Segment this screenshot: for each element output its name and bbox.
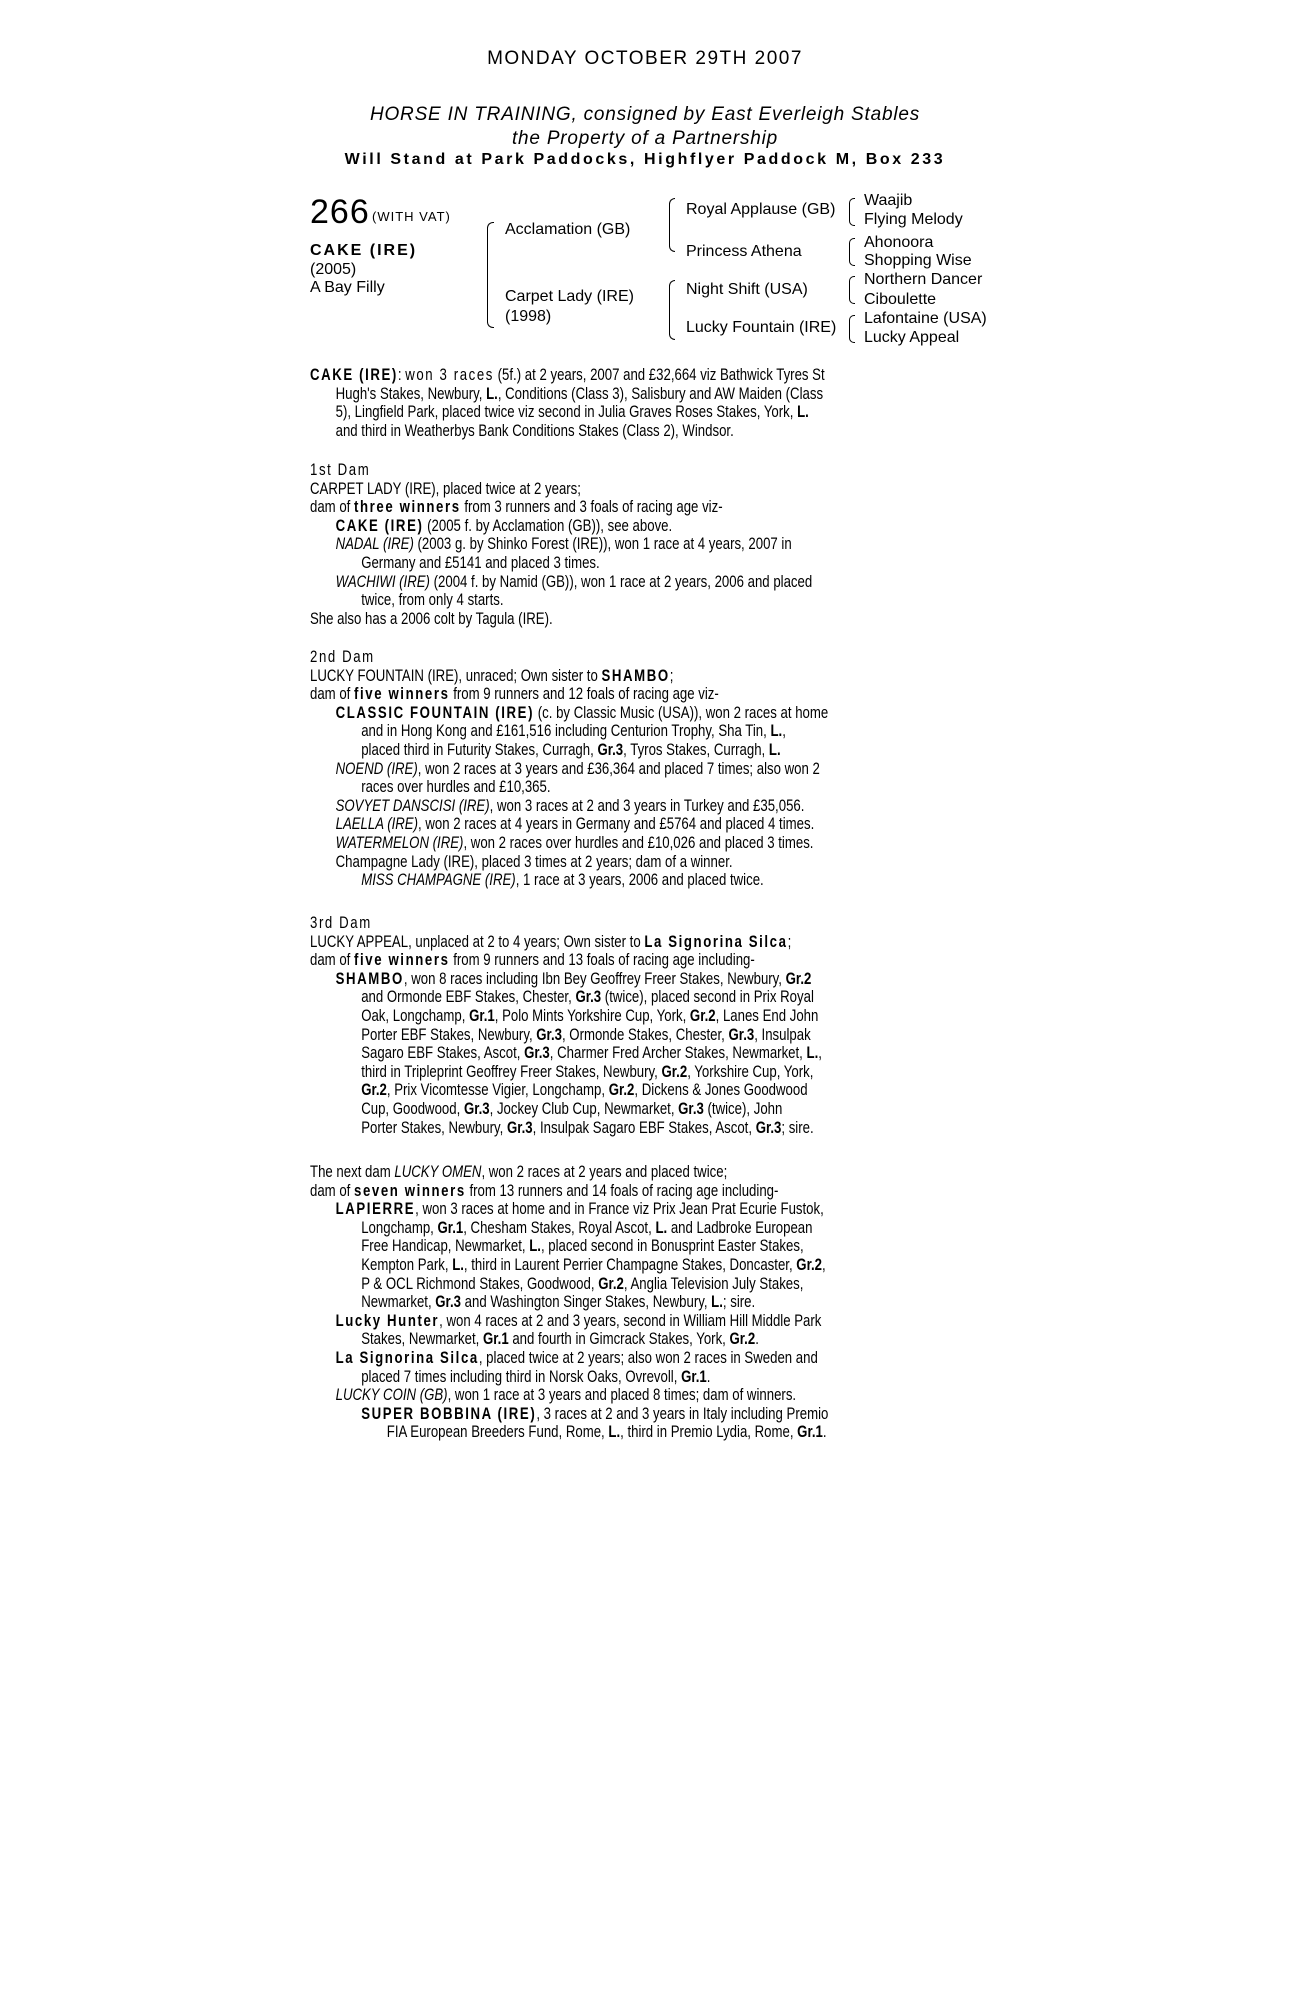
text-run: (5f.) at 2 years, 2007 and £32,664 viz Bathwick Tyres St bbox=[493, 366, 825, 384]
text-run: Sagaro EBF Stakes, Ascot, bbox=[361, 1044, 525, 1063]
text-run: dam of bbox=[310, 685, 355, 704]
text-run: , won 1 race at 3 years and placed 8 times; dam of winners. bbox=[447, 1386, 797, 1405]
text-run: Gr.2 bbox=[608, 1081, 635, 1100]
first-dam-block bbox=[310, 461, 1010, 628]
text-run: L. bbox=[711, 1293, 723, 1312]
text-line bbox=[310, 1275, 870, 1294]
text-line bbox=[310, 685, 870, 704]
text-run: placed third in Futurity Stakes, Curragh, bbox=[361, 740, 598, 759]
first-dam-lines bbox=[310, 480, 1010, 629]
lot-number: 266 bbox=[310, 193, 370, 231]
text-run: L. bbox=[655, 1218, 668, 1237]
text-run: Gr.1 bbox=[437, 1218, 464, 1237]
gen3-3: Ahonoora bbox=[864, 234, 934, 251]
text-line bbox=[310, 1368, 870, 1387]
text-run: , won 8 races including Ibn Bey Geoffrey Freer Stakes, Newbury, bbox=[403, 969, 786, 988]
text-run: seven winners bbox=[354, 1181, 466, 1200]
text-run: ; sire. bbox=[722, 1293, 756, 1312]
text-line bbox=[310, 667, 870, 686]
text-run: SUPER BOBBINA (IRE) bbox=[361, 1404, 537, 1423]
text-line bbox=[310, 1044, 870, 1063]
text-run: Gr.1 bbox=[469, 1006, 495, 1025]
text-run: and fourth in Gimcrack Stakes, York, bbox=[508, 1330, 730, 1349]
dam-sire: Night Shift (USA) bbox=[686, 281, 808, 298]
text-line bbox=[310, 933, 870, 952]
text-run: Gr.2 bbox=[689, 1006, 716, 1025]
text-run: NADAL (IRE) bbox=[335, 535, 414, 554]
dam-year: (1998) bbox=[505, 308, 552, 325]
text-run: , 3 races at 2 and 3 years in Italy including Premio bbox=[536, 1404, 829, 1423]
text-run: Gr.3 bbox=[524, 1044, 550, 1063]
text-run: Gr.2 bbox=[729, 1330, 756, 1349]
text-line bbox=[310, 722, 870, 741]
text-line bbox=[310, 366, 870, 385]
text-run: races over hurdles and £10,365. bbox=[361, 778, 551, 797]
text-run: , won 3 races at 2 and 3 years in Turkey and £35,056. bbox=[489, 796, 805, 815]
summary-block bbox=[310, 366, 1010, 440]
gen3-5: Northern Dancer bbox=[864, 271, 983, 288]
dam: Carpet Lady (IRE) bbox=[505, 288, 634, 305]
text-run: Newmarket, bbox=[361, 1293, 436, 1312]
text-run: Longchamp, bbox=[361, 1218, 438, 1237]
second-dam-lines bbox=[310, 667, 1010, 890]
text-run: 5), Lingfield Park, placed twice viz second in Julia Graves Roses Stakes, York, bbox=[335, 403, 798, 422]
text-run: , placed twice at 2 years; also won 2 races in Sweden and bbox=[478, 1348, 818, 1367]
text-run: Gr.3 bbox=[435, 1293, 461, 1312]
text-run: , won 2 races over hurdles and £10,026 and placed 3 times. bbox=[463, 833, 814, 852]
text-line bbox=[310, 1200, 870, 1219]
text-line bbox=[310, 517, 870, 536]
text-run: Champagne Lady (IRE), placed 3 times at 2 years; dam of a winner. bbox=[335, 852, 733, 871]
text-line bbox=[310, 1026, 870, 1045]
text-run: NOEND (IRE) bbox=[335, 759, 418, 778]
text-run: La Signorina Silca bbox=[335, 1348, 479, 1367]
text-run: five winners bbox=[354, 951, 450, 970]
text-run: Kempton Park, bbox=[361, 1255, 453, 1274]
text-run: Stakes, Newmarket, bbox=[361, 1330, 483, 1349]
horse-description: A Bay Filly bbox=[310, 279, 385, 296]
first-dam-heading: 1st Dam bbox=[310, 461, 371, 479]
text-run: , 1 race at 3 years, 2006 and placed twice. bbox=[515, 871, 764, 890]
text-run: L. bbox=[529, 1237, 541, 1256]
gen3-7: Lafontaine (USA) bbox=[864, 310, 987, 327]
text-line bbox=[310, 1163, 870, 1182]
pedigree-brace-g3-3 bbox=[849, 276, 855, 304]
text-line bbox=[310, 834, 870, 853]
text-run: Gr.3 bbox=[536, 1025, 562, 1044]
text-run: Gr.2 bbox=[361, 1081, 387, 1100]
text-run: L. bbox=[770, 722, 783, 741]
next-dam-lines bbox=[310, 1163, 1010, 1442]
sale-date: MONDAY OCTOBER 29TH 2007 bbox=[487, 48, 803, 69]
text-run: L. bbox=[768, 740, 781, 759]
text-line bbox=[310, 1330, 870, 1349]
text-run: LUCKY APPEAL, unplaced at 2 to 4 years; Own sister to bbox=[310, 932, 645, 951]
text-line bbox=[310, 422, 870, 441]
text-run: five winners bbox=[354, 685, 450, 704]
text-run: , Chesham Stakes, Royal Ascot, bbox=[463, 1218, 656, 1237]
text-run: , Polo Mints Yorkshire Cup, York, bbox=[494, 1006, 690, 1025]
location-line: Will Stand at Park Paddocks, Highflyer Paddock M, Box 233 bbox=[344, 151, 946, 168]
text-run: LUCKY FOUNTAIN (IRE), unraced; Own sister to bbox=[310, 666, 602, 685]
text-run: FIA European Breeders Fund, Rome, bbox=[386, 1423, 609, 1442]
text-line bbox=[310, 970, 870, 989]
text-run: CAKE (IRE) bbox=[310, 366, 398, 384]
text-line bbox=[310, 591, 870, 610]
text-line bbox=[310, 988, 870, 1007]
second-dam-heading: 2nd Dam bbox=[310, 648, 375, 666]
text-run: CAKE (IRE) bbox=[335, 516, 424, 535]
text-run: and third in Weatherbys Bank Conditions Stakes (Class 2), Windsor. bbox=[335, 421, 734, 440]
text-run: , Yorkshire Cup, York, bbox=[687, 1062, 814, 1081]
text-run: La Signorina Silca bbox=[644, 932, 788, 951]
next-dam-block bbox=[310, 1163, 1010, 1442]
text-line bbox=[310, 1081, 870, 1100]
text-run: Germany and £5141 and placed 3 times. bbox=[361, 553, 600, 572]
text-line bbox=[310, 1405, 870, 1424]
gen3-8: Lucky Appeal bbox=[864, 329, 960, 346]
text-run: (twice), John bbox=[703, 1099, 783, 1118]
gen3-6: Ciboulette bbox=[864, 291, 937, 308]
horse-year: (2005) bbox=[310, 261, 357, 278]
text-run: L. bbox=[806, 1044, 819, 1063]
text-run: dam of bbox=[310, 951, 355, 970]
horse-name: CAKE (IRE) bbox=[310, 242, 418, 259]
second-dam-block bbox=[310, 648, 1010, 890]
text-run: , Tyros Stakes, Curragh, bbox=[623, 740, 769, 759]
text-run: Gr.2 bbox=[785, 969, 812, 988]
text-run: , Lanes End John bbox=[715, 1006, 819, 1025]
text-run: Gr.3 bbox=[728, 1025, 755, 1044]
gen3-1: Waajib bbox=[864, 192, 913, 209]
text-run: , bbox=[818, 1044, 822, 1063]
text-line bbox=[310, 741, 870, 760]
text-run: , Charmer Fred Archer Stakes, Newmarket, bbox=[549, 1044, 807, 1063]
pedigree-brace-g3-1 bbox=[849, 198, 855, 226]
text-run: SOVYET DANSCISI (IRE) bbox=[335, 796, 490, 815]
text-run: , Insulpak bbox=[754, 1025, 811, 1044]
pedigree-brace-dam bbox=[669, 280, 675, 340]
summary-paragraph bbox=[310, 366, 1010, 440]
text-run: ; sire. bbox=[781, 1118, 814, 1137]
pedigree-brace-g3-4 bbox=[849, 315, 855, 343]
text-run: CARPET LADY (IRE), placed twice at 2 years; bbox=[310, 479, 581, 498]
text-line bbox=[310, 1349, 870, 1368]
vat-label: (WITH VAT) bbox=[372, 209, 451, 224]
text-run: ; bbox=[669, 666, 674, 685]
pedigree-brace-g3-2 bbox=[849, 238, 855, 266]
text-run: (2004 f. by Namid (GB)), won 1 race at 2 years, 2006 and placed bbox=[429, 572, 813, 591]
text-line bbox=[310, 610, 870, 629]
text-line bbox=[310, 871, 870, 890]
text-run: three winners bbox=[354, 498, 461, 517]
text-run: L. bbox=[486, 384, 498, 403]
text-run: She also has a 2006 colt by Tagula (IRE). bbox=[310, 609, 553, 628]
consignment-line: HORSE IN TRAINING, consigned by East Everleigh Stables bbox=[369, 104, 921, 125]
text-line bbox=[310, 573, 870, 592]
text-run: Gr.3 bbox=[463, 1099, 490, 1118]
text-line bbox=[310, 385, 870, 404]
text-run: , won 4 races at 2 and 3 years, second in William Hill Middle Park bbox=[439, 1311, 822, 1330]
text-run: WACHIWI (IRE) bbox=[335, 572, 430, 591]
text-line bbox=[310, 760, 870, 779]
text-run: , Conditions (Class 3), Salisbury and AW Maiden (Class bbox=[497, 384, 824, 403]
text-line bbox=[310, 1237, 870, 1256]
sire-sire: Royal Applause (GB) bbox=[686, 201, 836, 218]
text-line bbox=[310, 535, 870, 554]
text-run: SHAMBO bbox=[335, 969, 404, 988]
text-run: third in Tripleprint Geoffrey Freer Stakes, Newbury, bbox=[361, 1062, 662, 1081]
text-run: P & OCL Richmond Stakes, Goodwood, bbox=[361, 1274, 599, 1293]
text-run: CLASSIC FOUNTAIN (IRE) bbox=[335, 703, 535, 722]
text-run: . bbox=[706, 1367, 711, 1386]
text-run: (2003 g. by Shinko Forest (IRE)), won 1 race at 4 years, 2007 in bbox=[413, 535, 792, 554]
text-run: Porter Stakes, Newbury, bbox=[361, 1118, 507, 1137]
text-run: LAELLA (IRE) bbox=[335, 815, 419, 834]
text-run: , placed second in Bonusprint Easter Stakes, bbox=[540, 1237, 804, 1256]
text-run: Free Handicap, Newmarket, bbox=[361, 1237, 530, 1256]
text-run: dam of bbox=[310, 498, 355, 517]
text-run: from 3 runners and 3 foals of racing age viz- bbox=[460, 498, 723, 517]
text-run: , Anglia Television July Stakes, bbox=[623, 1274, 804, 1293]
text-run: L. bbox=[608, 1423, 621, 1442]
text-line bbox=[310, 1312, 870, 1331]
sire: Acclamation (GB) bbox=[505, 221, 631, 238]
text-line bbox=[310, 704, 870, 723]
text-line bbox=[310, 1256, 870, 1275]
text-run: Gr.3 bbox=[506, 1118, 533, 1137]
text-line bbox=[310, 951, 870, 970]
text-run: Gr.3 bbox=[575, 988, 602, 1007]
text-line bbox=[310, 498, 870, 517]
text-run: L. bbox=[797, 403, 809, 422]
text-line bbox=[310, 554, 870, 573]
third-dam-heading: 3rd Dam bbox=[310, 914, 372, 932]
property-line: the Property of a Partnership bbox=[511, 128, 779, 149]
text-run: won 3 races bbox=[405, 366, 494, 384]
text-run: Gr.1 bbox=[482, 1330, 509, 1349]
text-run: WATERMELON (IRE) bbox=[335, 833, 464, 852]
text-run: , bbox=[821, 1255, 826, 1274]
text-line bbox=[310, 1007, 870, 1026]
text-line bbox=[310, 1063, 870, 1082]
pedigree-brace-main bbox=[487, 222, 494, 328]
sire-dam: Princess Athena bbox=[686, 243, 802, 260]
text-line bbox=[310, 1386, 870, 1405]
text-run: twice, from only 4 starts. bbox=[361, 591, 504, 610]
text-run: , Insulpak Sagaro EBF Stakes, Ascot, bbox=[532, 1118, 756, 1137]
text-line bbox=[310, 778, 870, 797]
text-run: Lucky Hunter bbox=[335, 1311, 440, 1330]
pedigree-brace-sire bbox=[669, 198, 675, 252]
text-line bbox=[310, 1219, 870, 1238]
text-line bbox=[310, 1423, 870, 1442]
text-run: and Ladbroke European bbox=[667, 1218, 813, 1237]
text-run: Porter EBF Stakes, Newbury, bbox=[361, 1025, 537, 1044]
dam-dam: Lucky Fountain (IRE) bbox=[686, 319, 837, 336]
text-run: , Ormonde Stakes, Chester, bbox=[561, 1025, 729, 1044]
text-run: , bbox=[782, 722, 786, 741]
text-run: Gr.3 bbox=[597, 740, 624, 759]
text-line bbox=[310, 480, 870, 499]
text-line bbox=[310, 815, 870, 834]
text-run: MISS CHAMPAGNE (IRE) bbox=[361, 871, 516, 890]
text-run: (c. by Classic Music (USA)), won 2 races at home bbox=[534, 703, 829, 722]
text-run: The next dam bbox=[310, 1163, 395, 1181]
text-line bbox=[310, 853, 870, 872]
third-dam-block bbox=[310, 914, 1010, 1137]
text-run: and Ormonde EBF Stakes, Chester, bbox=[361, 988, 576, 1007]
text-run: Gr.1 bbox=[681, 1367, 707, 1386]
text-run: and Washington Singer Stakes, Newbury, bbox=[460, 1293, 712, 1312]
text-run: , third in Laurent Perrier Champagne Stakes, Doncaster, bbox=[463, 1255, 797, 1274]
text-run: from 9 runners and 13 foals of racing age including- bbox=[449, 951, 755, 970]
text-run: from 9 runners and 12 foals of racing age viz- bbox=[449, 685, 719, 704]
text-run: Cup, Goodwood, bbox=[361, 1099, 464, 1118]
text-line bbox=[310, 1293, 870, 1312]
text-run: (2005 f. by Acclamation (GB)), see above. bbox=[423, 516, 673, 535]
text-run: Oak, Longchamp, bbox=[361, 1006, 470, 1025]
gen3-4: Shopping Wise bbox=[864, 252, 972, 269]
text-run: , Prix Vicomtesse Vigier, Longchamp, bbox=[386, 1081, 609, 1100]
text-run: Gr.2 bbox=[796, 1255, 822, 1274]
gen3-2: Flying Melody bbox=[864, 211, 963, 228]
text-run: from 13 runners and 14 foals of racing age including- bbox=[465, 1181, 779, 1200]
text-run: ; bbox=[787, 932, 792, 951]
text-run: , Dickens & Jones Goodwood bbox=[634, 1081, 808, 1100]
text-line bbox=[310, 1100, 870, 1119]
text-run: Gr.2 bbox=[598, 1274, 624, 1293]
text-run: Gr.2 bbox=[661, 1062, 688, 1081]
text-run: Gr.3 bbox=[678, 1099, 704, 1118]
text-run: SHAMBO bbox=[601, 666, 670, 685]
text-run: Hugh's Stakes, Newbury, bbox=[335, 384, 487, 403]
text-run: (twice), placed second in Prix Royal bbox=[601, 988, 814, 1007]
text-run: , Jockey Club Cup, Newmarket, bbox=[489, 1099, 679, 1118]
text-run: LUCKY COIN (GB) bbox=[335, 1386, 448, 1405]
text-run: , won 2 races at 2 years and placed twice; bbox=[481, 1163, 728, 1181]
text-run: LAPIERRE bbox=[335, 1200, 416, 1219]
text-run: , won 2 races at 3 years and £36,364 and placed 7 times; also won 2 bbox=[417, 759, 820, 778]
text-run: Gr.3 bbox=[755, 1118, 782, 1137]
text-run: : bbox=[397, 366, 406, 384]
text-run: . bbox=[822, 1423, 827, 1442]
text-run: L. bbox=[452, 1255, 464, 1274]
text-run: , won 2 races at 4 years in Germany and £5764 and placed 4 times. bbox=[418, 815, 815, 834]
text-run: dam of bbox=[310, 1181, 355, 1200]
text-run: . bbox=[755, 1330, 759, 1349]
text-line bbox=[310, 1182, 870, 1201]
text-run: LUCKY OMEN bbox=[394, 1163, 482, 1181]
text-run: and in Hong Kong and £161,516 including Centurion Trophy, Sha Tin, bbox=[361, 722, 771, 741]
text-line bbox=[310, 797, 870, 816]
text-run: , won 3 races at home and in France viz Prix Jean Prat Ecurie Fustok, bbox=[415, 1200, 824, 1219]
text-run: Gr.1 bbox=[797, 1423, 823, 1442]
text-run: , third in Premio Lydia, Rome, bbox=[620, 1423, 798, 1442]
third-dam-lines bbox=[310, 933, 1010, 1138]
text-line bbox=[310, 403, 870, 422]
text-line bbox=[310, 1119, 870, 1138]
text-run: placed 7 times including third in Norsk Oaks, Ovrevoll, bbox=[361, 1367, 682, 1386]
